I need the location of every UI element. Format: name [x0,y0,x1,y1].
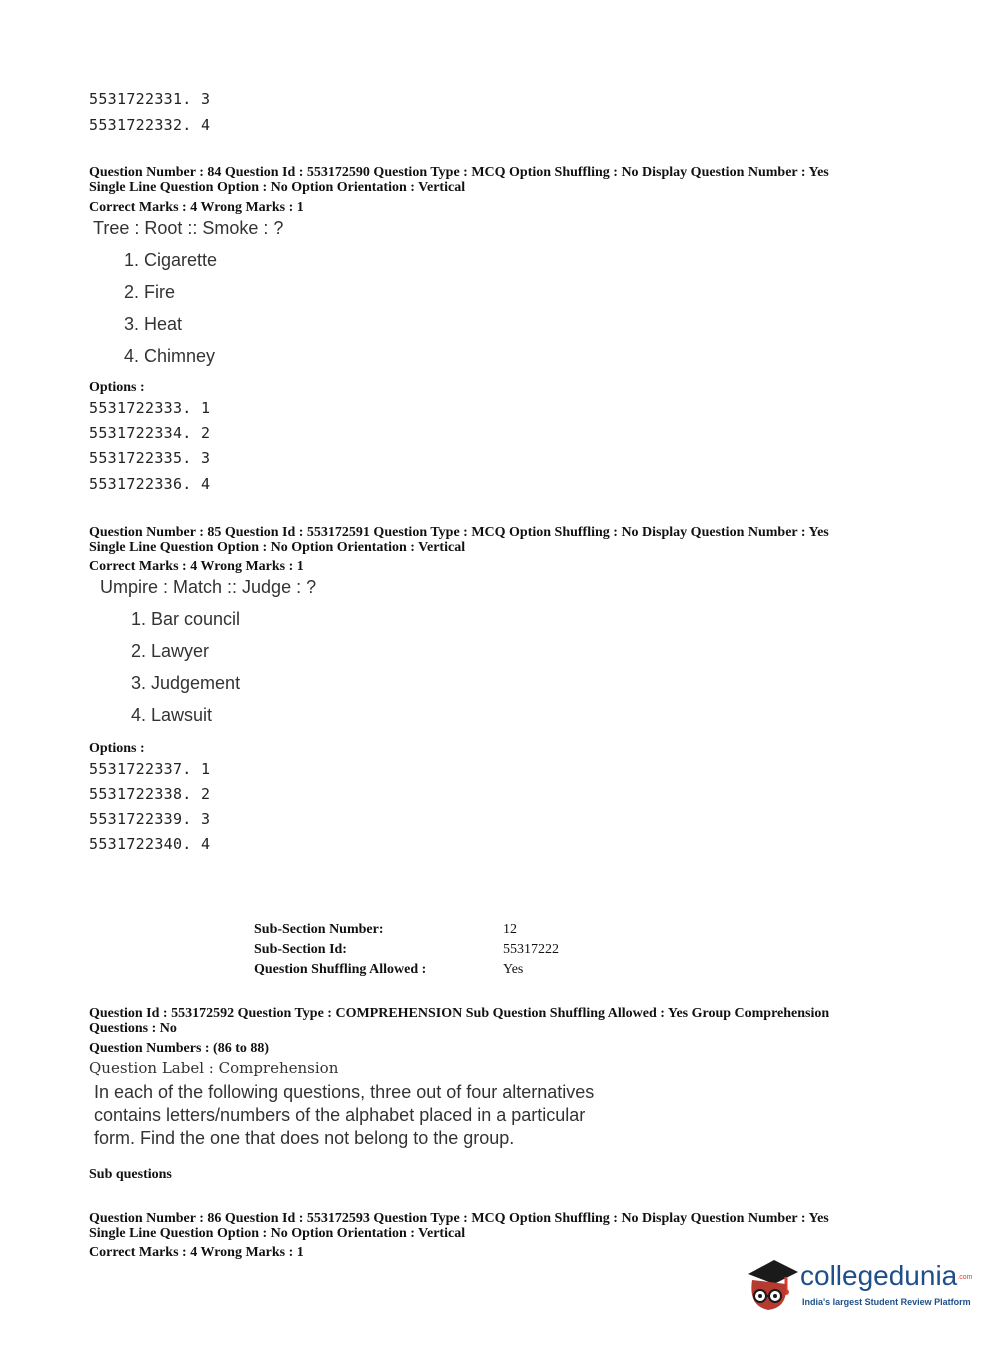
logo-tagline: India's largest Student Review Platform [802,1297,971,1307]
q85-choice: 4. Lawsuit [131,705,213,725]
q85-meta-line1: Question Number : 85 Question Id : 553172591 Question Type : MCQ Option Shuffling : No Display Question Number : Yes [89,525,829,540]
q85-options-label: Options : [89,741,145,756]
option-line: 5531722340. 4 [89,835,211,853]
subsection-shuffle-value: Yes [503,962,524,977]
option-line: 5531722331. 3 [89,90,211,108]
subsection-number-value: 12 [503,922,517,937]
subsection-number-label: Sub-Section Number: [254,922,384,937]
collegedunia-logo[interactable] [740,1250,973,1320]
option-line: 5531722337. 1 [89,760,211,778]
q84-choice: 4. Chimney [124,346,216,366]
sub-questions-heading: Sub questions [89,1167,172,1182]
q84-choice: 3. Heat [124,314,183,334]
q85-stem: Umpire : Match :: Judge : ? [100,577,317,597]
q85-choice: 2. Lawyer [131,641,210,661]
q85-meta-line2: Single Line Question Option : No Option Orientation : Vertical [89,540,466,555]
q86-meta-line1: Question Number : 86 Question Id : 553172593 Question Type : MCQ Option Shuffling : No Display Question Number : Yes [89,1211,829,1226]
option-line: 5531722332. 4 [89,116,211,134]
option-line: 5531722336. 4 [89,475,211,493]
q84-stem: Tree : Root :: Smoke : ? [93,218,284,238]
comprehension-label: Question Label : Comprehension [89,1059,339,1077]
q85-choice: 1. Bar council [131,609,241,629]
comprehension-meta-line2: Questions : No [89,1021,177,1036]
q85-marks: Correct Marks : 4 Wrong Marks : 1 [89,559,304,574]
logo-suffix: .com [957,1274,973,1282]
logo-name: collegedunia [800,1260,958,1291]
option-line: 5531722339. 3 [89,810,211,828]
q85-choice: 3. Judgement [131,673,241,693]
option-line: 5531722335. 3 [89,449,211,467]
subsection-shuffle-label: Question Shuffling Allowed : [254,962,427,977]
q84-meta-line2: Single Line Question Option : No Option Orientation : Vertical [89,180,466,195]
q86-meta-line2: Single Line Question Option : No Option Orientation : Vertical [89,1226,466,1241]
subsection-id-value: 55317222 [503,942,559,957]
q84-choice: 1. Cigarette [124,250,218,270]
option-line: 5531722338. 2 [89,785,211,803]
mascot-icon [740,1250,800,1314]
q84-choice: 2. Fire [124,282,176,302]
q86-marks: Correct Marks : 4 Wrong Marks : 1 [89,1245,304,1260]
q84-meta-line1: Question Number : 84 Question Id : 553172590 Question Type : MCQ Option Shuffling : No Display Question Number : Yes [89,165,829,180]
option-line: 5531722333. 1 [89,399,211,417]
q84-options-label: Options : [89,380,145,395]
comprehension-numbers: Question Numbers : (86 to 88) [89,1041,270,1056]
comprehension-passage: In each of the following questions, three out of four alternatives contains letters/numbers of the alphabet placed in a particular form. Find the one that does not belong to the group. [94,1082,595,1148]
q84-marks: Correct Marks : 4 Wrong Marks : 1 [89,200,304,215]
option-line: 5531722334. 2 [89,424,211,442]
subsection-id-label: Sub-Section Id: [254,942,347,957]
comprehension-meta-line1: Question Id : 553172592 Question Type : COMPREHENSION Sub Question Shuffling Allowed : Yes Group Comprehension [89,1006,830,1021]
